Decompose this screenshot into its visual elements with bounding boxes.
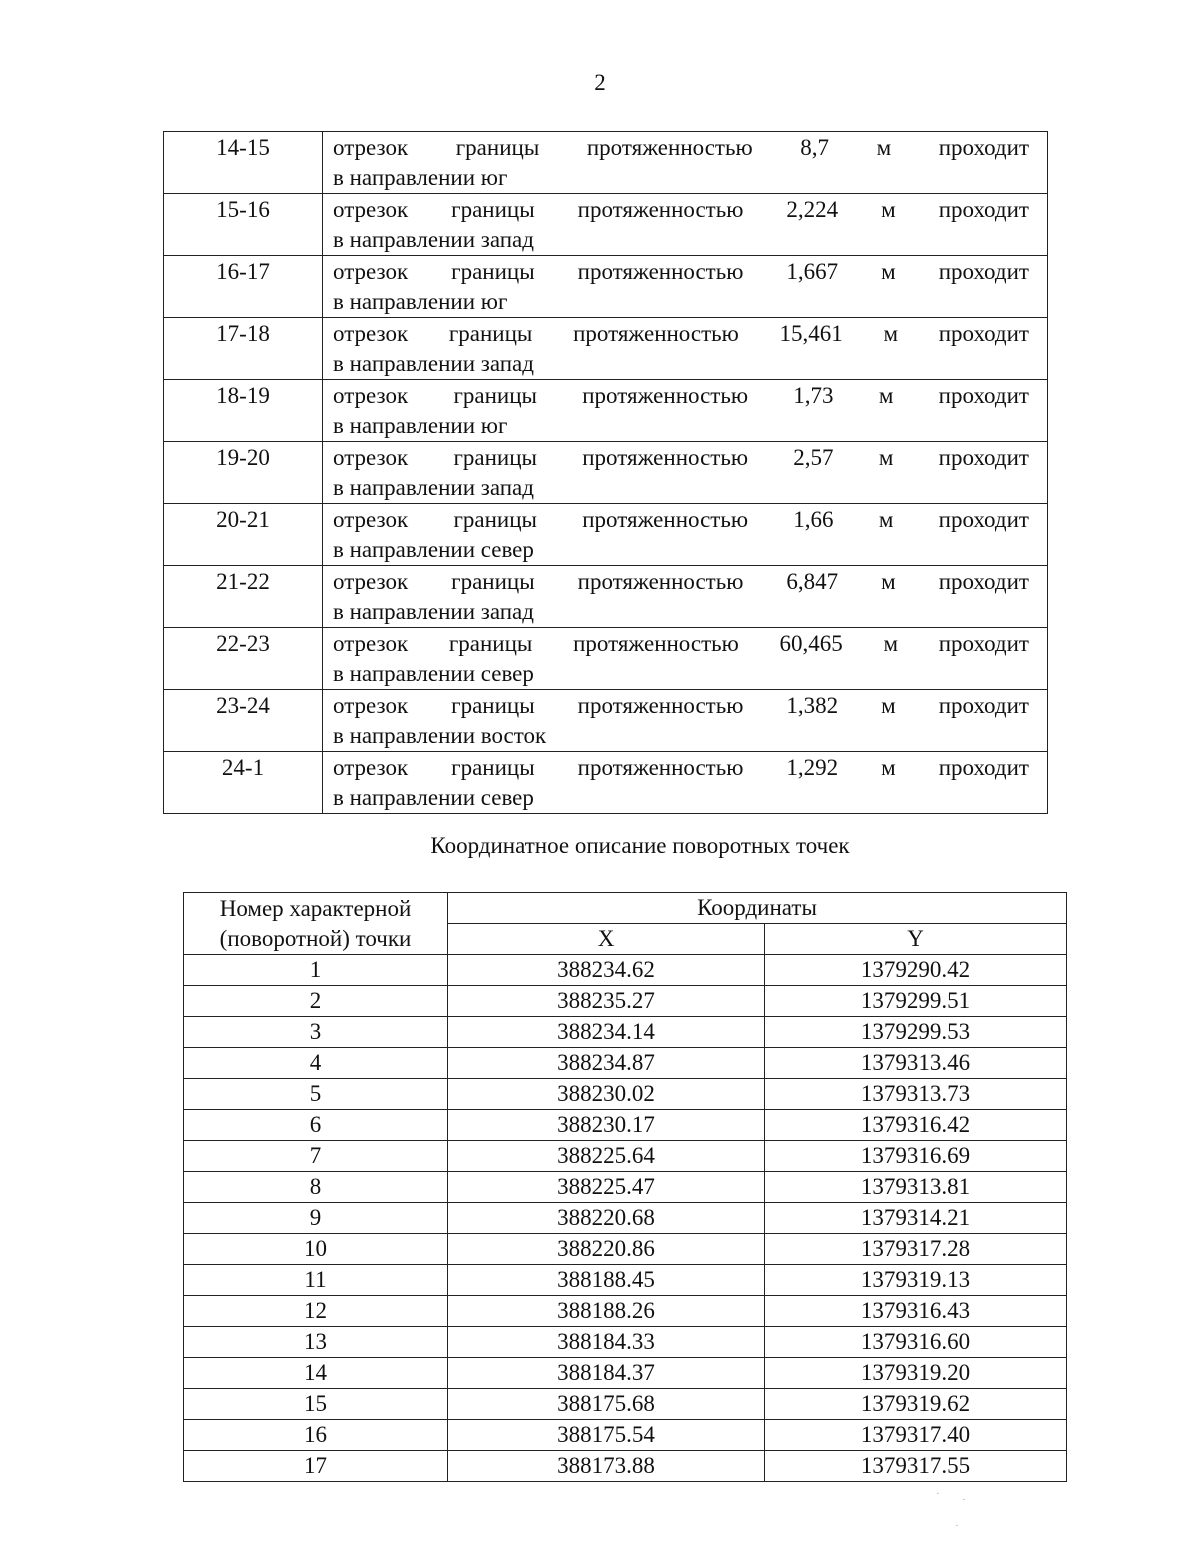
- segment-word: проходит: [938, 135, 1029, 160]
- scan-speck: ·: [962, 1494, 966, 1506]
- page-number: 2: [594, 70, 606, 95]
- segment-row: [164, 504, 1048, 566]
- segment-word: отрезок: [333, 755, 409, 780]
- segment-word: проходит: [938, 693, 1029, 718]
- segment-word: проходит: [938, 197, 1029, 222]
- segment-row: [164, 318, 1048, 380]
- table-row: [184, 1141, 1067, 1172]
- segment-description: [323, 752, 1048, 814]
- point-number: 15: [184, 1389, 448, 1420]
- point-y: 1379319.62: [765, 1389, 1067, 1420]
- segment-word: протяженностью: [582, 445, 749, 470]
- header-coordinates: Координаты: [448, 893, 1067, 924]
- point-x: 388230.02: [448, 1079, 765, 1110]
- segment-word: отрезок: [333, 383, 409, 408]
- point-x: 388173.88: [448, 1451, 765, 1482]
- segment-word: границы: [453, 383, 537, 408]
- segment-direction: в направлении север: [333, 537, 534, 562]
- segment-word: протяженностью: [577, 259, 744, 284]
- segment-unit: м: [881, 259, 896, 284]
- segment-word: границы: [453, 507, 537, 532]
- header-x: X: [448, 924, 765, 955]
- point-y: 1379316.69: [765, 1141, 1067, 1172]
- segment-word: протяженностью: [577, 569, 744, 594]
- point-number: 13: [184, 1327, 448, 1358]
- segment-description-line1: [333, 753, 1029, 783]
- point-y: 1379319.13: [765, 1265, 1067, 1296]
- header-y: Y: [765, 924, 1067, 955]
- table-row: [184, 1420, 1067, 1451]
- point-x: 388220.68: [448, 1203, 765, 1234]
- point-x: 388175.54: [448, 1420, 765, 1451]
- segment-unit: м: [883, 321, 899, 346]
- segment-description-line1: [333, 443, 1029, 473]
- segment-unit: м: [881, 197, 896, 222]
- header-point-line2: (поворотной) точки: [219, 925, 412, 951]
- segment-direction: в направлении север: [333, 661, 534, 686]
- segment-description: [323, 256, 1048, 318]
- point-x: 388234.14: [448, 1017, 765, 1048]
- segment-description: [323, 132, 1048, 194]
- segment-word: границы: [453, 445, 537, 470]
- segment-id: 19-20: [164, 442, 323, 504]
- point-number: 16: [184, 1420, 448, 1451]
- segment-direction: в направлении запад: [333, 475, 534, 500]
- segment-word: проходит: [938, 259, 1029, 284]
- segment-description-line1: [333, 505, 1029, 535]
- segment-word: отрезок: [333, 631, 409, 656]
- point-number: 17: [184, 1451, 448, 1482]
- point-y: 1379313.81: [765, 1172, 1067, 1203]
- segment-word: проходит: [938, 445, 1029, 470]
- segment-description-line1: [333, 381, 1029, 411]
- segment-word: проходит: [938, 631, 1029, 656]
- segment-row: [164, 752, 1048, 814]
- table-row: [184, 1203, 1067, 1234]
- point-x: 388175.68: [448, 1389, 765, 1420]
- segment-row: [164, 194, 1048, 256]
- segment-word: протяженностью: [573, 321, 739, 346]
- point-number: 10: [184, 1234, 448, 1265]
- segment-description-line1: [333, 195, 1029, 225]
- segment-direction: в направлении север: [333, 785, 534, 810]
- scan-speck: ·: [955, 1520, 959, 1532]
- segment-id: 22-23: [164, 628, 323, 690]
- segment-word: отрезок: [333, 445, 409, 470]
- segment-length: 1,292: [786, 755, 839, 780]
- header-point-line1: Номер характерной: [219, 895, 412, 921]
- segment-direction: в направлении запад: [333, 227, 534, 252]
- point-y: 1379299.51: [765, 986, 1067, 1017]
- segment-unit: м: [878, 445, 894, 470]
- segment-word: проходит: [938, 569, 1029, 594]
- segment-unit: м: [878, 383, 894, 408]
- table-row: [184, 1265, 1067, 1296]
- segment-unit: м: [881, 693, 896, 718]
- point-x: 388184.37: [448, 1358, 765, 1389]
- segment-id: 17-18: [164, 318, 323, 380]
- table-row: [184, 955, 1067, 986]
- segment-direction: в направлении юг: [333, 165, 508, 190]
- point-y: 1379317.40: [765, 1420, 1067, 1451]
- segment-description: [323, 442, 1048, 504]
- point-x: 388188.26: [448, 1296, 765, 1327]
- segment-unit: м: [881, 755, 896, 780]
- point-x: 388234.87: [448, 1048, 765, 1079]
- table-row: [184, 1110, 1067, 1141]
- segment-id: 23-24: [164, 690, 323, 752]
- table-row: [184, 1079, 1067, 1110]
- point-number: 6: [184, 1110, 448, 1141]
- segment-row: [164, 442, 1048, 504]
- segment-id: 21-22: [164, 566, 323, 628]
- segment-word: границы: [448, 631, 533, 656]
- point-y: 1379316.60: [765, 1327, 1067, 1358]
- table-row: [184, 1017, 1067, 1048]
- segment-row: [164, 690, 1048, 752]
- table-row: [184, 1172, 1067, 1203]
- segment-id: 18-19: [164, 380, 323, 442]
- segment-direction: в направлении запад: [333, 351, 534, 376]
- table-row: [184, 1451, 1067, 1482]
- segment-unit: м: [881, 569, 896, 594]
- header-point-number: [184, 893, 448, 955]
- scan-speck: ·: [936, 1488, 940, 1500]
- segment-length: 6,847: [786, 569, 839, 594]
- segment-word: границы: [451, 197, 535, 222]
- point-number: 7: [184, 1141, 448, 1172]
- segment-word: протяженностью: [577, 693, 744, 718]
- segment-description-line1: [333, 133, 1029, 163]
- boundary-segments-table: [163, 131, 1048, 814]
- segment-id: 14-15: [164, 132, 323, 194]
- segment-word: отрезок: [333, 135, 409, 160]
- segment-row: [164, 380, 1048, 442]
- segment-word: границы: [451, 569, 535, 594]
- point-x: 388230.17: [448, 1110, 765, 1141]
- point-number: 5: [184, 1079, 448, 1110]
- segment-length: 8,7: [800, 135, 829, 160]
- point-number: 2: [184, 986, 448, 1017]
- segment-word: проходит: [938, 507, 1029, 532]
- segment-id: 24-1: [164, 752, 323, 814]
- point-y: 1379317.28: [765, 1234, 1067, 1265]
- segment-word: границы: [451, 755, 535, 780]
- segment-word: протяженностью: [586, 135, 753, 160]
- segment-direction: в направлении юг: [333, 289, 508, 314]
- segment-word: протяженностью: [582, 383, 749, 408]
- point-y: 1379314.21: [765, 1203, 1067, 1234]
- segment-word: отрезок: [333, 321, 409, 346]
- segment-description-line1: [333, 691, 1029, 721]
- segment-word: проходит: [938, 383, 1029, 408]
- segment-word: протяженностью: [582, 507, 749, 532]
- point-number: 1: [184, 955, 448, 986]
- segment-description: [323, 194, 1048, 256]
- point-number: 8: [184, 1172, 448, 1203]
- segment-direction: в направлении запад: [333, 599, 534, 624]
- point-y: 1379299.53: [765, 1017, 1067, 1048]
- point-x: 388220.86: [448, 1234, 765, 1265]
- coords-section-title: Координатное описание поворотных точек: [430, 833, 850, 858]
- point-y: 1379317.55: [765, 1451, 1067, 1482]
- segment-unit: м: [883, 631, 899, 656]
- segment-word: протяженностью: [577, 755, 744, 780]
- table-row: [184, 1358, 1067, 1389]
- segment-description: [323, 628, 1048, 690]
- point-y: 1379313.46: [765, 1048, 1067, 1079]
- point-x: 388225.47: [448, 1172, 765, 1203]
- segment-word: протяженностью: [573, 631, 739, 656]
- point-number: 11: [184, 1265, 448, 1296]
- segment-unit: м: [878, 507, 894, 532]
- point-number: 9: [184, 1203, 448, 1234]
- segment-description: [323, 690, 1048, 752]
- segment-word: проходит: [938, 321, 1029, 346]
- segment-length: 2,57: [793, 445, 834, 470]
- point-y: 1379316.42: [765, 1110, 1067, 1141]
- turning-points-coordinates-table: [183, 892, 1067, 1482]
- segment-id: 15-16: [164, 194, 323, 256]
- segment-length: 2,224: [786, 197, 839, 222]
- segment-length: 1,382: [786, 693, 839, 718]
- segment-description-line1: [333, 257, 1029, 287]
- segment-row: [164, 566, 1048, 628]
- segment-word: отрезок: [333, 569, 409, 594]
- segment-word: границы: [451, 259, 535, 284]
- segment-description-line1: [333, 319, 1029, 349]
- table-row: [184, 1234, 1067, 1265]
- point-x: 388188.45: [448, 1265, 765, 1296]
- segment-word: проходит: [938, 755, 1029, 780]
- segment-word: границы: [455, 135, 540, 160]
- segment-word: отрезок: [333, 693, 409, 718]
- table-row: [184, 986, 1067, 1017]
- table-row: [184, 1327, 1067, 1358]
- segment-id: 16-17: [164, 256, 323, 318]
- segment-word: отрезок: [333, 197, 409, 222]
- point-number: 12: [184, 1296, 448, 1327]
- segment-length: 60,465: [779, 631, 843, 656]
- segment-word: границы: [451, 693, 535, 718]
- segment-id: 20-21: [164, 504, 323, 566]
- segment-row: [164, 132, 1048, 194]
- point-x: 388235.27: [448, 986, 765, 1017]
- point-number: 14: [184, 1358, 448, 1389]
- table-row: [184, 1389, 1067, 1420]
- segment-word: протяженностью: [577, 197, 744, 222]
- segment-row: [164, 256, 1048, 318]
- segment-description-line1: [333, 629, 1029, 659]
- segment-unit: м: [876, 135, 892, 160]
- point-y: 1379313.73: [765, 1079, 1067, 1110]
- point-number: 4: [184, 1048, 448, 1079]
- point-x: 388225.64: [448, 1141, 765, 1172]
- segment-word: границы: [448, 321, 533, 346]
- segment-direction: в направлении восток: [333, 723, 547, 748]
- point-y: 1379319.20: [765, 1358, 1067, 1389]
- segment-description: [323, 566, 1048, 628]
- table-row: [184, 1296, 1067, 1327]
- segment-length: 1,73: [793, 383, 834, 408]
- segment-description: [323, 380, 1048, 442]
- point-x: 388184.33: [448, 1327, 765, 1358]
- segment-length: 1,66: [793, 507, 834, 532]
- segment-length: 15,461: [779, 321, 843, 346]
- segment-description: [323, 318, 1048, 380]
- table-row: [184, 1048, 1067, 1079]
- segment-length: 1,667: [786, 259, 839, 284]
- segment-description-line1: [333, 567, 1029, 597]
- segment-row: [164, 628, 1048, 690]
- point-x: 388234.62: [448, 955, 765, 986]
- segment-description: [323, 504, 1048, 566]
- segment-word: отрезок: [333, 507, 409, 532]
- point-number: 3: [184, 1017, 448, 1048]
- segment-direction: в направлении юг: [333, 413, 508, 438]
- point-y: 1379290.42: [765, 955, 1067, 986]
- point-y: 1379316.43: [765, 1296, 1067, 1327]
- segment-word: отрезок: [333, 259, 409, 284]
